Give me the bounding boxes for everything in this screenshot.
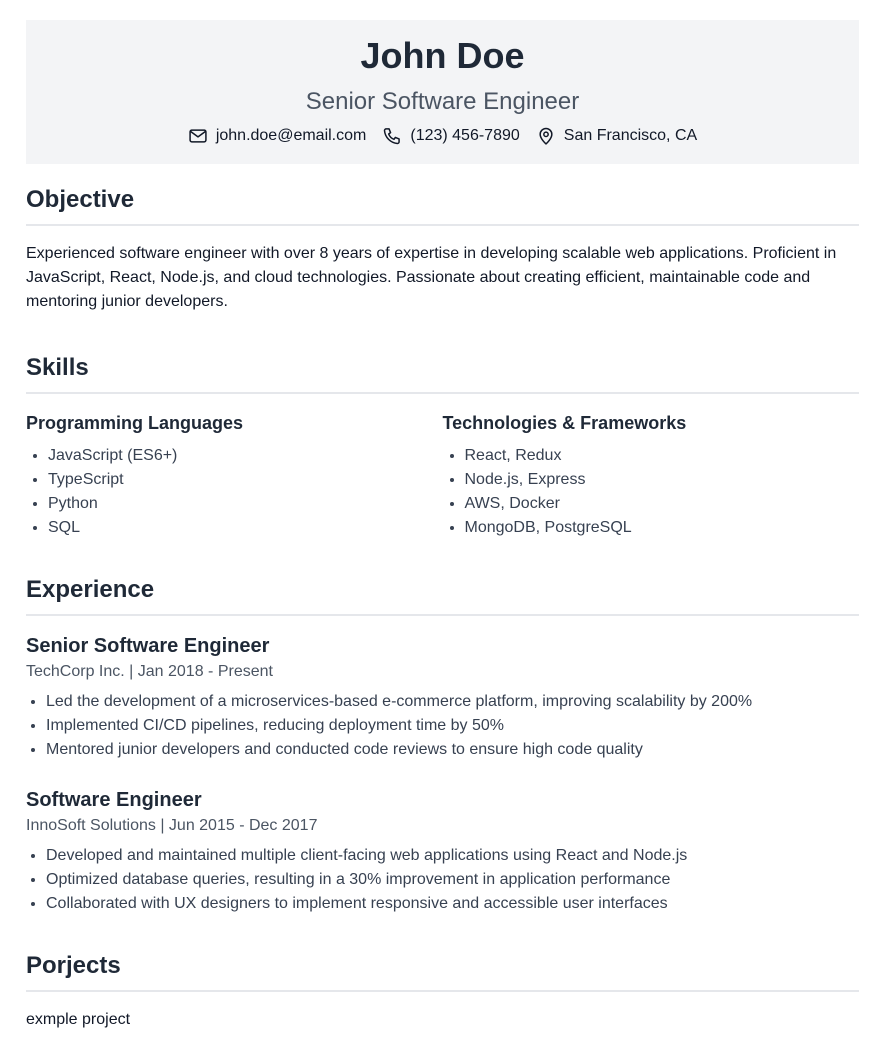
experience-entry (26, 634, 859, 762)
skills-group-title: Programming Languages (26, 413, 244, 433)
job-title: Senior Software Engineer (26, 635, 270, 657)
job-company-dates: InnoSoft Solutions | Jun 2015 - Dec 2017 (26, 817, 318, 834)
project-text: exmple project (26, 1011, 131, 1028)
job-bullet: • Mentored junior developers and conducted code reviews to ensure high code quality (46, 738, 859, 762)
experience-heading: Experience (26, 576, 859, 616)
skills-section (26, 354, 859, 540)
email-text[interactable]: john.doe@email.com (215, 127, 367, 144)
job-bullets (26, 844, 859, 916)
job-bullet: • Developed and maintained multiple client-facing web applications using React and Node.js (46, 844, 859, 868)
mail-icon (188, 126, 208, 146)
objective-section (26, 186, 859, 314)
skill-item: • SQL (48, 516, 443, 540)
skills-heading: Skills (26, 354, 859, 394)
map-pin-icon (536, 126, 556, 146)
resume-header (26, 20, 859, 164)
location-text: San Francisco, CA (563, 127, 698, 144)
experience-entry (26, 788, 859, 916)
skill-item: • MongoDB, PostgreSQL (465, 516, 860, 540)
skill-item: • JavaScript (ES6+) (48, 444, 443, 468)
objective-heading: Objective (26, 186, 859, 226)
job-title-headline: Senior Software Engineer (305, 88, 580, 115)
person-name: John Doe (360, 35, 525, 76)
objective-text: Experienced software engineer with over 8 years of expertise in developing scalable web applications. Proficient in JavaScript, React, Node.js, and cloud technologies. Passionate about creating efficient, maintainable code and mentoring junior developers. (26, 245, 837, 310)
skill-item: • Node.js, Express (465, 468, 860, 492)
job-bullet: • Implemented CI/CD pipelines, reducing deployment time by 50% (46, 714, 859, 738)
phone-text[interactable]: (123) 456-7890 (410, 127, 520, 144)
skills-group-title: Technologies & Frameworks (442, 413, 687, 433)
skills-list (26, 444, 443, 540)
projects-heading: Porjects (26, 952, 859, 992)
job-title: Software Engineer (26, 789, 202, 811)
job-bullet: • Led the development of a microservices-based e-commerce platform, improving scalability by 200% (46, 690, 859, 714)
job-bullet: • Optimized database queries, resulting in a 30% improvement in application performance (46, 868, 859, 892)
contact-location (536, 126, 697, 146)
job-company-dates: TechCorp Inc. | Jan 2018 - Present (26, 663, 273, 680)
phone-icon (382, 126, 402, 146)
skills-group-programming-languages (26, 412, 443, 540)
skills-group-technologies-frameworks (443, 412, 860, 540)
skill-item: • AWS, Docker (465, 492, 860, 516)
contact-email[interactable] (188, 126, 367, 146)
skill-item: • Python (48, 492, 443, 516)
skill-item: • React, Redux (465, 444, 860, 468)
experience-section (26, 576, 859, 916)
job-bullets (26, 690, 859, 762)
contact-phone[interactable] (382, 126, 519, 146)
skills-list (443, 444, 860, 540)
skill-item: • TypeScript (48, 468, 443, 492)
skills-grid (26, 412, 859, 540)
contact-info (26, 126, 859, 146)
job-bullet: • Collaborated with UX designers to implement responsive and accessible user interfaces (46, 892, 859, 916)
projects-section (26, 952, 859, 1032)
